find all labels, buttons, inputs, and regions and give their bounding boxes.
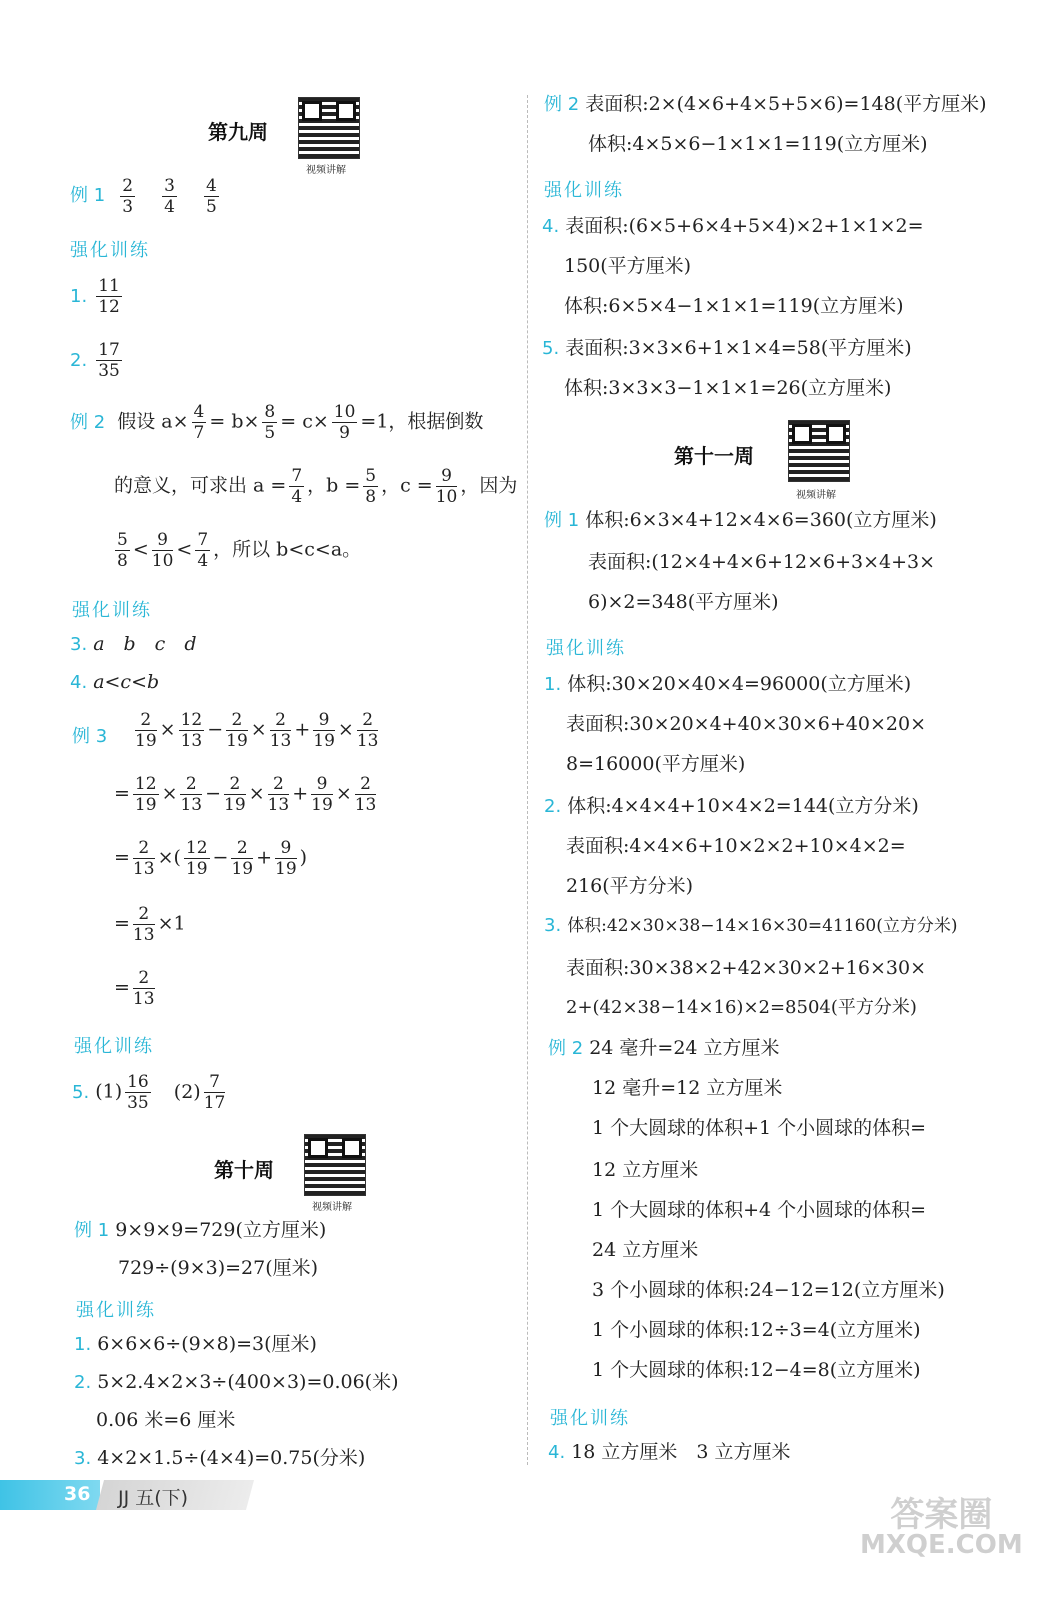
fraction: $\frac{12}{19}$ [134, 774, 157, 815]
qr-label: 视频讲解 [306, 165, 346, 176]
right-example-2b-line-8: 1 个小圆球的体积:12÷3=4(立方厘米) [592, 1319, 921, 1341]
right-a1-line-3: 8=16000(平方厘米) [566, 753, 746, 775]
page-number: 36 [64, 1483, 91, 1505]
question-1: 1. $\frac{11}{12}$ [70, 276, 120, 317]
right-a3-line-3: 2+(42×38−14×16)×2=8504(平方分米) [566, 997, 917, 1018]
right-q4-line-3: 体积:6×5×4−1×1×1=119(立方厘米) [564, 295, 904, 317]
fraction: $\frac{9}{19}$ [311, 774, 333, 815]
right-example-2b-line-7: 3 个小圆球的体积:24−12=12(立方厘米) [592, 1279, 945, 1301]
example-3-row-5: = $\frac{2}{13}$ [114, 968, 155, 1009]
fraction: $\frac{2}{13}$ [354, 774, 377, 815]
example-3-row-1: $\frac{2}{19}$ × $\frac{12}{13}$ − $\frac{2}{19}$ × $\frac{2}{13}$ + $\frac{9}{19}$ × $\frac{2}{13}$ [135, 710, 379, 751]
watermark-logo: 答案圈 MXQE.COM [860, 1495, 1023, 1560]
fraction: $\frac{2}{13}$ [356, 710, 379, 751]
section-heading: 强化训练 [546, 638, 626, 659]
fraction: $\frac{12}{13}$ [180, 710, 203, 751]
example-3-row-2: = $\frac{12}{19}$ × $\frac{2}{13}$ − $\frac{2}{19}$ × $\frac{2}{13}$ + $\frac{9}{19}$ × $\frac{2}{13}$ [114, 774, 377, 815]
question-2: 2. $\frac{17}{35}$ [70, 340, 120, 381]
week10-q2-line-2: 0.06 米=6 厘米 [96, 1409, 236, 1431]
right-example-2b-line-3: 1 个大圆球的体积+1 个小圆球的体积= [592, 1117, 927, 1139]
right-example-2b-line-4: 12 立方厘米 [592, 1159, 699, 1181]
qr-code-icon[interactable] [788, 420, 850, 482]
example-1 [70, 172, 222, 219]
right-example-1-line-2: 表面积:(12×4+4×6+12×6+3×4+3× [588, 551, 936, 573]
fraction: $\frac{2}{3}$ [122, 175, 134, 217]
right-example-2b-line-9: 1 个大圆球的体积:12−4=8(立方厘米) [592, 1359, 921, 1381]
fraction: $\frac{2}{19}$ [226, 710, 248, 751]
right-a3: 3. 体积:42×30×38−14×16×30=41160(立方分米) [544, 915, 958, 936]
week-10-title: 第十周 [214, 1158, 274, 1182]
example-2-line-1: 例 2 假设 a× $\frac{4}{7}$ = b× $\frac{8}{5}$ = c× $\frac{10}{9}$ =1，根据倒数 [70, 402, 484, 443]
right-a1: 1. 体积:30×20×40×4=96000(立方厘米) [544, 673, 912, 695]
right-example-2-line-2: 体积:4×5×6−1×1×1=119(立方厘米) [588, 133, 928, 155]
right-example-1: 例 1 体积:6×3×4+12×4×6=360(立方厘米) [544, 509, 937, 531]
right-q4-line-2: 150(平方厘米) [564, 255, 692, 277]
right-example-2b-line-6: 24 立方厘米 [592, 1239, 699, 1261]
right-example-2b: 例 2 24 毫升=24 立方厘米 [548, 1037, 780, 1059]
fraction: $\frac{2}{19}$ [135, 710, 157, 751]
week10-q2: 2. 5×2.4×2×3÷(400×3)=0.06(米) [74, 1371, 399, 1393]
right-a2-line-3: 216(平方分米) [566, 875, 694, 897]
week-11-title: 第十一周 [674, 444, 754, 468]
week-9-title: 第九周 [208, 120, 268, 144]
right-a1-line-2: 表面积:30×20×4+40×30×6+40×20× [566, 713, 926, 735]
question-3: 3. a b c d [70, 633, 197, 655]
column-divider [527, 95, 528, 1465]
fraction: $\frac{2}{13}$ [269, 710, 292, 751]
fraction: $\frac{2}{19}$ [224, 774, 246, 815]
week10-q1: 1. 6×6×6÷(9×8)=3(厘米) [74, 1333, 317, 1355]
fraction: $\frac{12}{19}$ [185, 838, 208, 879]
section-heading: 强化训练 [70, 240, 150, 261]
example-2-line-3: $\frac{5}{8}$ < $\frac{9}{10}$ < $\frac{7}{4}$ ，所以 b<c<a。 [117, 530, 362, 571]
book-label: JJ 五(下) [118, 1487, 189, 1509]
section-heading: 强化训练 [550, 1408, 630, 1429]
fraction: $\frac{3}{4}$ [164, 175, 175, 217]
right-example-2: 例 2 表面积:2×(4×6+4×5+5×6)=148(平方厘米) [544, 93, 987, 115]
qr-code-icon[interactable] [298, 97, 360, 159]
question-5: 5. (1) $\frac{16}{35}$ (2) $\frac{7}{17}$ [72, 1072, 226, 1113]
right-q5: 5. 表面积:3×3×6+1×1×4=58(平方厘米) [542, 337, 912, 359]
fraction: $\frac{17}{35}$ [98, 340, 120, 381]
right-example-2b-line-5: 1 个大圆球的体积+4 个小圆球的体积= [592, 1199, 927, 1221]
fraction: $\frac{9}{19}$ [313, 710, 335, 751]
section-heading: 强化训练 [72, 600, 152, 621]
section-heading: 强化训练 [544, 180, 624, 201]
right-q5-line-2: 体积:3×3×3−1×1×1=26(立方厘米) [564, 377, 892, 399]
page-footer [0, 1480, 260, 1512]
fraction: $\frac{2}{13}$ [132, 904, 155, 945]
week10-q3: 3. 4×2×1.5÷(4×4)=0.75(分米) [74, 1447, 366, 1469]
fraction: $\frac{2}{13}$ [132, 968, 155, 1009]
right-a3-line-2: 表面积:30×38×2+42×30×2+16×30× [566, 957, 926, 979]
section-heading: 强化训练 [76, 1300, 156, 1321]
fraction: $\frac{2}{19}$ [231, 838, 254, 879]
example-2-line-2: 的意义，可求出 a = $\frac{7}{4}$ ，b = $\frac{5}{8}$ ，c = $\frac{9}{10}$ ，因为 [114, 466, 518, 507]
qr-label: 视频讲解 [312, 1202, 352, 1213]
right-q4: 4. 表面积:(6×5+6×4+5×4)×2+1×1×2= [542, 215, 924, 237]
qr-code-icon[interactable] [304, 1134, 366, 1196]
right-example-1-line-3: 6)×2=348(平方厘米) [588, 591, 779, 613]
example-label: 例 1 [70, 185, 106, 206]
example-3-row-3: = $\frac{2}{13}$ ×( $\frac{12}{19}$ − $\frac{2}{19}$ + $\frac{9}{19}$ ) [114, 838, 308, 879]
example-3-row-4: = $\frac{2}{13}$ ×1 [114, 904, 186, 945]
week10-example-1-line-2: 729÷(9×3)=27(厘米) [118, 1257, 319, 1279]
right-a2: 2. 体积:4×4×4+10×4×2=144(立方分米) [544, 795, 919, 817]
fraction: $\frac{9}{19}$ [275, 838, 297, 879]
right-b4: 4. 18 立方厘米 3 立方厘米 [548, 1441, 791, 1463]
question-4: 4. a<c<b [70, 671, 160, 693]
fraction: $\frac{11}{12}$ [98, 276, 120, 317]
fraction: $\frac{2}{13}$ [132, 838, 155, 879]
fraction: $\frac{2}{13}$ [267, 774, 290, 815]
fraction: $\frac{2}{13}$ [180, 774, 203, 815]
example-3-label: 例 3 [72, 726, 108, 747]
section-heading: 强化训练 [74, 1036, 154, 1057]
right-example-2b-line-2: 12 毫升=12 立方厘米 [592, 1077, 783, 1099]
qr-label: 视频讲解 [796, 490, 836, 501]
week10-example-1: 例 1 9×9×9=729(立方厘米) [74, 1219, 327, 1241]
fraction: $\frac{4}{5}$ [205, 175, 217, 217]
right-a2-line-2: 表面积:4×4×6+10×2×2+10×4×2= [566, 835, 906, 857]
